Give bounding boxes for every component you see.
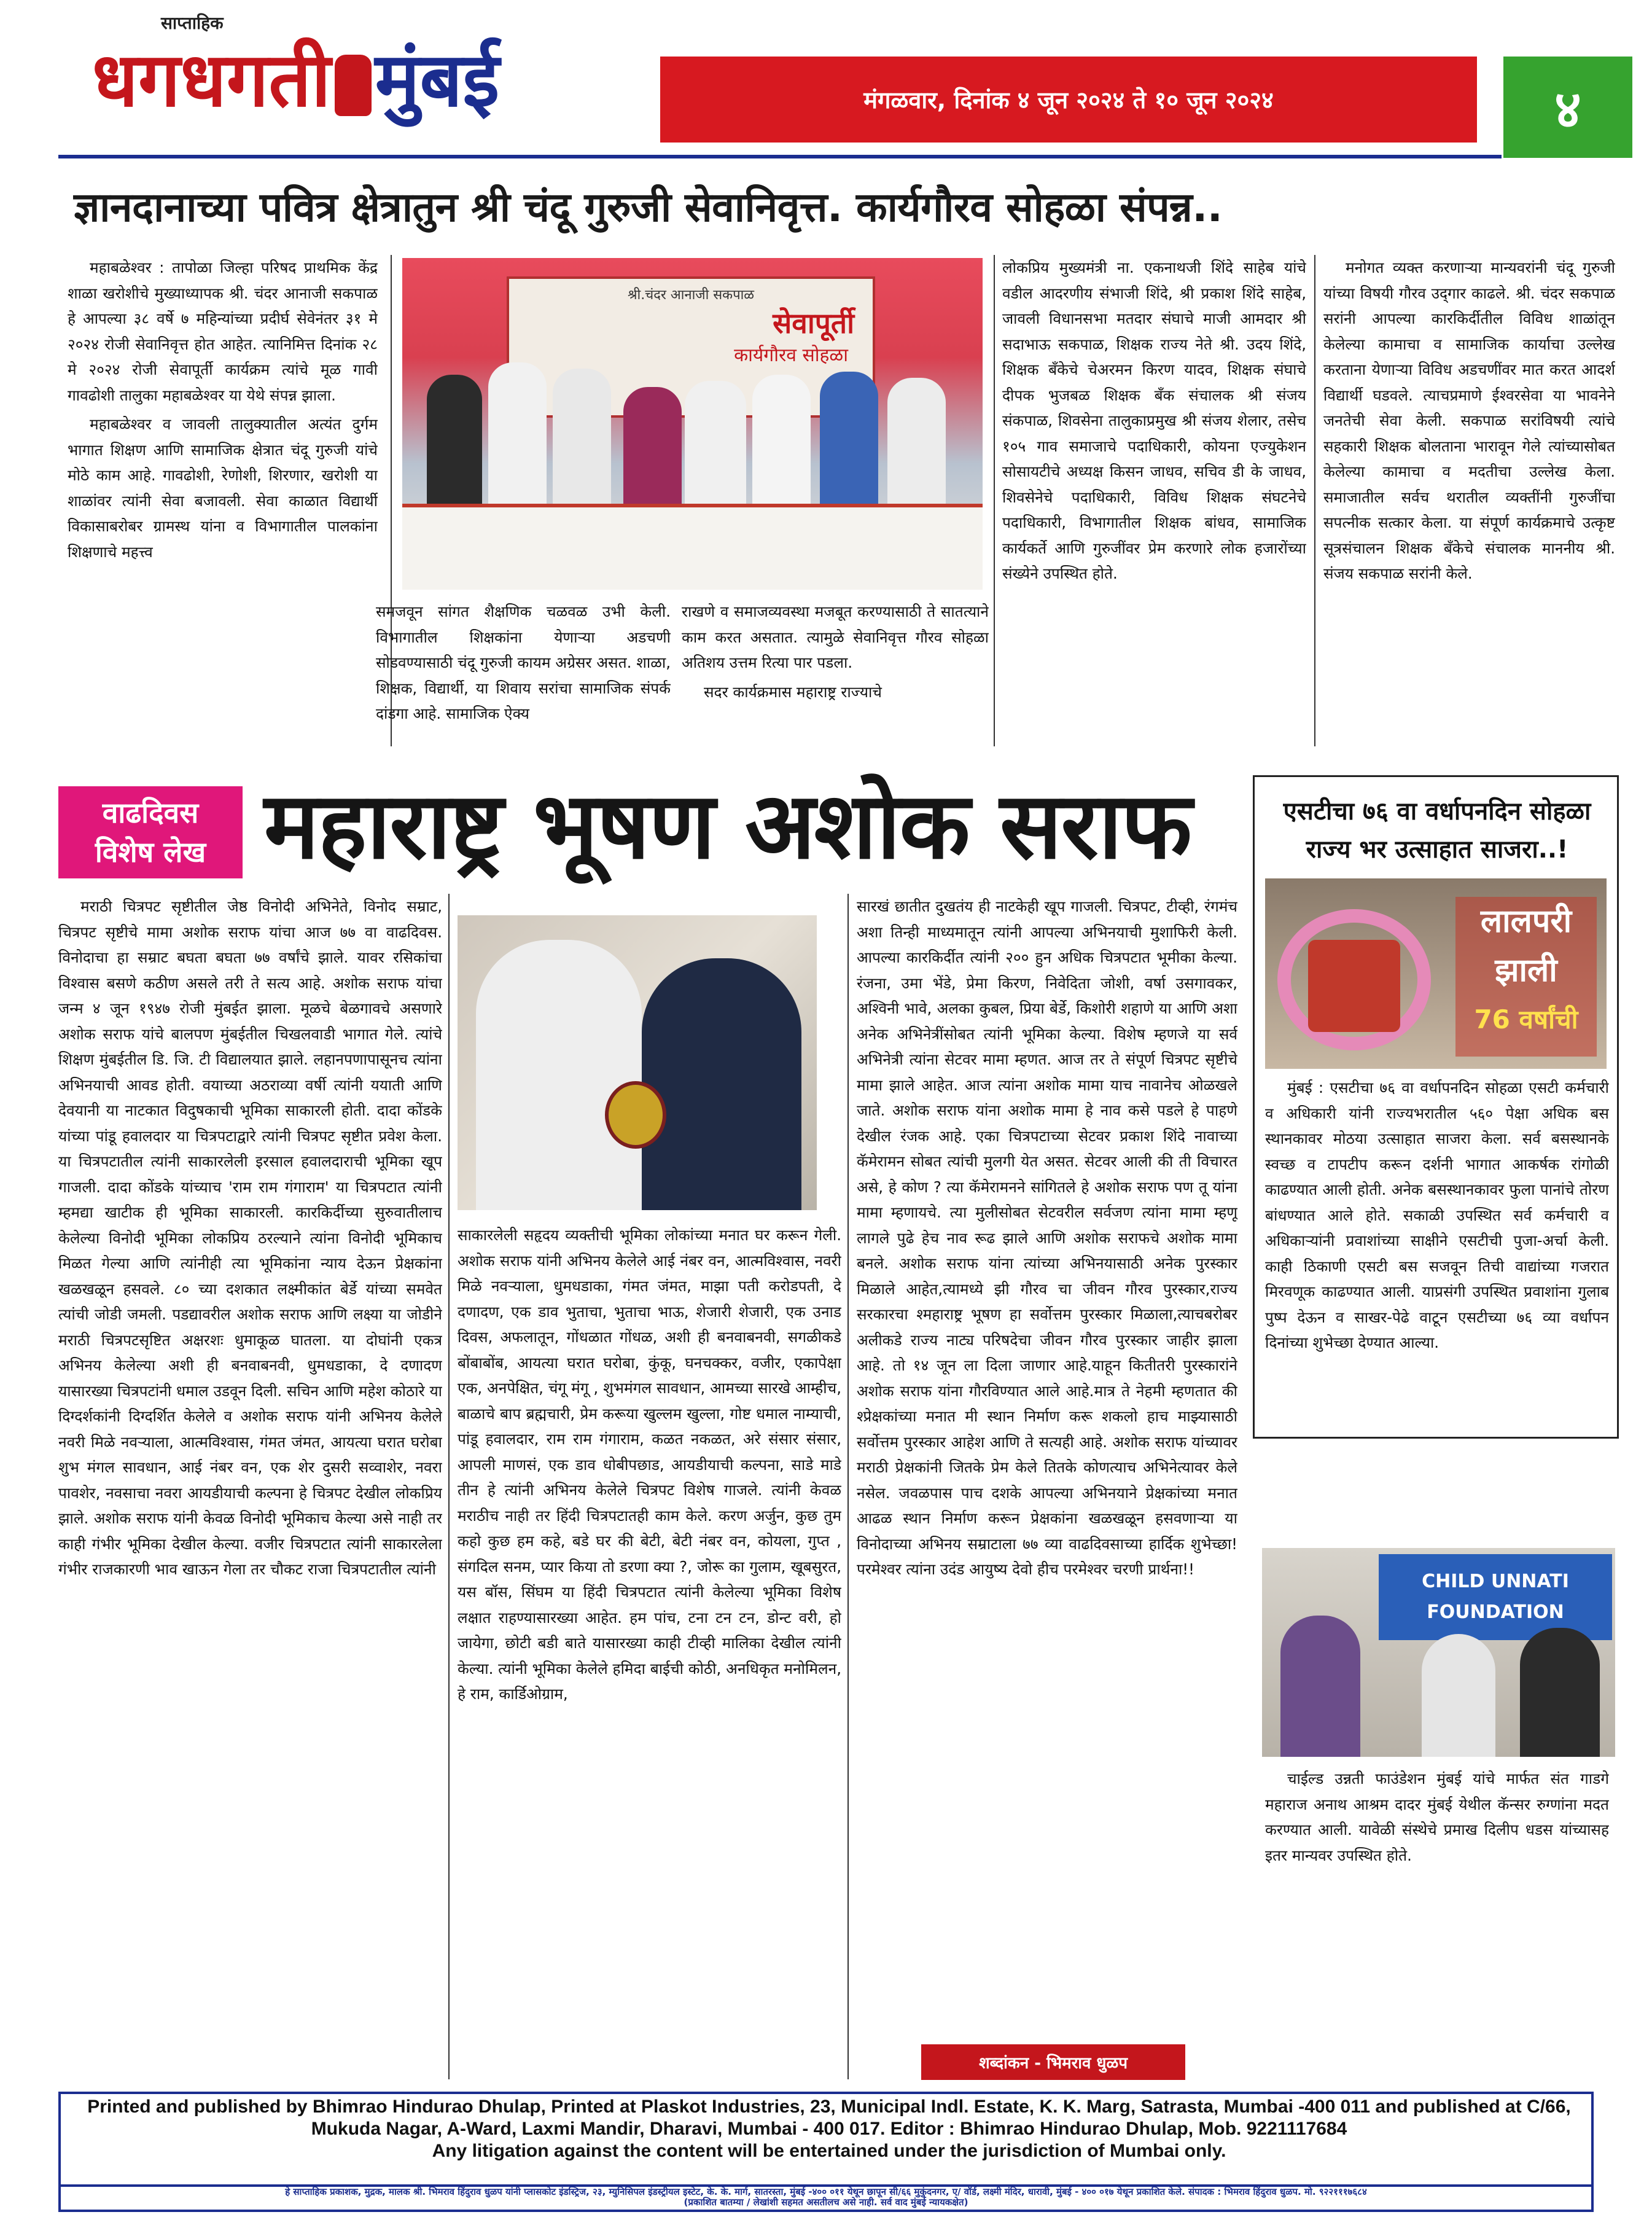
special-article-tag <box>58 786 243 878</box>
footer-imprint-english-line2: Any litigation against the content will be entertained under the jurisdiction of Mumbai only. <box>432 2141 1226 2161</box>
photo-person <box>887 378 946 516</box>
footer-imprint-english <box>74 2096 1584 2162</box>
article1-col3-para1: राखणे व समाजव्यवस्था मजबूत करण्यासाठी ते सातत्याने काम करत असतात. त्यामुळे सेवानिवृत्त गौरव सोहळा अतिशय उत्तम रित्या पार पडला. <box>682 603 989 671</box>
footer-imprint-english-line1: Printed and published by Bhimrao Hindurao Dhulap, Printed at Plaskot Industries, 23, Municipal Indl. Estate, K. K. Marg, Satrasta, Mumbai -400 011 and published at C/66, Mukuda Nagar, A-Ward, Laxmi Mandir, Dharavi, Mumbai - 400 017. Editor : Bhimrao Hindurao Dhulap, Mob. 9221117684 <box>87 2097 1571 2139</box>
article1-column-5 <box>1323 255 1615 749</box>
masthead-title-part-b: मुंबई <box>375 36 500 123</box>
masthead-weekly-label: साप्ताहिक <box>161 13 224 33</box>
photo-person <box>623 387 682 516</box>
article1-column-3 <box>682 599 989 749</box>
article2-headline: महाराष्ट्र भूषण अशोक सराफ <box>264 773 1191 880</box>
article1-col1-para1: महाबळेश्वर : तापोळा जिल्हा परिषद प्राथमिक केंद्र शाळा खरोशीचे मुख्याध्यापक श्री. चंदर आनाजी सकपाळ हे आपल्या ३८ वर्षे ७ महिन्यांच्या प्रदीर्घ सेवेनंतर ३१ मे २०२४ रोजी सेवानिवृत्त होत आहेत. त्यानिमित्त दिनांक २८ मे २०२४ रोजी सेवापूर्ती कार्यक्रम त्यांचे मूळ गावी गावढोशी तालुका महाबळेश्वर या येथे संपन्न झाला. <box>68 259 378 404</box>
column-divider <box>994 255 995 746</box>
footer-imprint-marathi-block <box>58 2187 1594 2219</box>
sidebar-foundation-caption <box>1265 1766 1609 1920</box>
article2-col1-para: मराठी चित्रपट सृष्टीतील जेष्ठ विनोदी अभिनेते, विनोद सम्राट, चित्रपट सृष्टीचे मामा अशोक सराफ यांचा आज ७७ वा वाढदिवस. विनोदाचा हा सम्राट बघता बघता ७७ वर्षांचे झाले. यावर रसिकांचा विश्वास बसणे कठीण असले तरी ते सत्य आहे. अशोक सराफ यांचा जन्म ४ जून १९४७ रोजी मुंबईत झाला. मूळचे बेळगावचे असणारे अशोक सराफ यांचे बालपण मुंबईतील चिखलवाडी भागात गेले. त्यांचे शिक्षण मुंबईतील डि. जि. टी विद्यालयात झाले. लहानपणापासूनच त्यांना अभिनयाची आवड होती. वयाच्या अठराव्या वर्षी त्यांनी ययाती आणि देवयानी या नाटकात विदुषकाची भूमिका साकारली होती. दादा कोंडके यांच्या पांडू हवालदार या चित्रपटाद्वारे त्यांनी चित्रपट सृष्टीत प्रवेश केला. या चित्रपटातील त्यांनी साकारलेली इरसाल हवालदाराची भूमिका खूप गाजली. दादा कोंडके यांच्याच 'राम राम गंगाराम' या चित्रपटात त्यांनी म्हमद्या खाटीक ही भूमिका साकारली. कारकिर्दीच्या सुरुवातीलाच केलेल्या विनोदी भूमिका लोकप्रिय ठरल्याने त्यांना विनोदी भूमिकाच मिळत गेल्या आणि त्यांनीही त्या भूमिकांना न्याय देऊन प्रेक्षकांना खळखळून हसवले. ८० च्या दशकात लक्ष्मीकांत बेर्डे यांच्या समवेत त्यांची जोडी जमली. पडद्यावरील अशोक सराफ आणि लक्ष्या या जोडीने मराठी चित्रपटसृष्टित अक्षरशः धुमाकूळ घातला. या दोघांनी एकत्र अभिनय केलेल्या अशी ही बनवाबनवी, धुमधडाका, दे दणादण यासारख्या चित्रपटांनी धमाल उडवून दिली. सचिन आणि महेश कोठारे या दिग्दर्शकांनी दिग्दर्शित केलेले व अशोक सराफ यांनी अभिनय केलेले नवरी मिळे नवऱ्याला, आत्मविश्वास, गंमत जंमत, आयत्या घरात घरोबा शुभ मंगल सावधान, आई नंबर वन, एक शेर दुसरी सव्वाशेर, नवरा पावशेर, नवसाचा नवरा आयडीयाची कल्पना हे चित्रपट देखील लोकप्रिय झाले. अशोक सराफ यांनी केवळ विनोदी भूमिकाच केल्या असे नाही तर काही गंभीर भूमिका देखील केल्या. वजीर चित्रपटात त्यांनी साकारलेला गंभीर राजकारणी भाव खाऊन गेला तर चौकट राजा चित्रपटातील त्यांनी <box>58 897 442 1578</box>
photo-people-group <box>427 362 955 516</box>
photo-caption-line1: लालपरी <box>1480 903 1572 940</box>
photo-caption-line3: 76 वर्षांची <box>1474 1004 1578 1034</box>
award-trophy-icon <box>605 1081 666 1149</box>
fist-logo-icon <box>335 55 372 116</box>
article1-col3-para2: सदर कार्यक्रमास महाराष्ट्र राज्याचे <box>704 682 882 701</box>
article2-photo <box>458 915 817 1210</box>
photo-person <box>488 362 547 516</box>
photo-person <box>1280 1616 1360 1757</box>
article1-col1-para2: महाबळेश्वर व जावली तालुक्यातील अत्यंत दुर्गम भागात शिक्षण आणि सामाजिक क्षेत्रात चंदू गुरुजी यांचे मोठे काम आहे. गावढोशी, रेणोशी, शिरणार, खरोशी या शाळांवर त्यांनी सेवा बजावली. सेवा काळात विद्यार्थी विकासाबरोबर ग्रामस्थ यांना व विभागातील पालकांना शिक्षणाचे महत्त्व <box>68 415 378 561</box>
photo-person <box>1422 1634 1495 1757</box>
column-divider <box>1314 255 1315 746</box>
photo-person <box>685 381 746 516</box>
article1-photo <box>402 258 983 590</box>
column-divider <box>847 894 849 2079</box>
page-number: ४ <box>1503 57 1632 158</box>
photo-caption-box <box>1455 897 1597 1057</box>
column-divider <box>448 894 450 2079</box>
sidebar-foundation-photo <box>1262 1548 1615 1757</box>
photo-table <box>402 504 983 590</box>
photo-person <box>820 372 878 516</box>
article1-headline: ज्ञानदानाच्या पवित्र क्षेत्रातुन श्री चंदू गुरुजी सेवानिवृत्त. कार्यगौरव सोहळा संपन्न.. <box>74 184 1223 231</box>
photo-banner-subtitle: कार्यगौरव सोहळा <box>734 345 848 366</box>
sidebar-st-para: मुंबई : एसटीचा ७६ वा वर्धापनदिन सोहळा एसटी कर्मचारी व अधिकारी यांनी राज्यभरातील ५६० पेक्षा अधिक बस स्थानकावर मोठया उत्साहात साजरा केला. सर्व बसस्थानके स्वच्छ व टापटीप करून दर्शनी भागात आकर्षक रांगोळी काढण्यात आली होती. अनेक बसस्थानकावर फुला पानांचे तोरण बांधण्यात आले होते. सकाळी उपस्थित सर्व कर्मचारी व अधिकाऱ्यांनी प्रवाशांच्या साक्षीने एसटीची पुजा-अर्चा केली. काही ठिकाणी एसटी बस सजवून तिची वाद्यांच्या गजरात मिरवणूक काढण्यात आली. याप्रसंगी उपस्थित प्रवाशांना गुलाब पुष्प देऊन व साखर-पेढे वाटून एसटीच्या ७६ व्या वर्धापन दिनांच्या शुभेच्छा देण्यात आल्या. <box>1265 1079 1609 1351</box>
article2-col3-para: सारखं छातीत दुखतंय ही नाटकेही खूप गाजली. चित्रपट, टीव्ही, रंगमंच अशा तिन्ही माध्यमातून त्यांनी आपल्या अभिनयाची मुशाफिरी केली. आपल्या कारकिर्दीत त्यांनी २०० हुन अधिक चित्रपटात भूमीका केल्या. रंजना, उमा भेंडे, प्रेमा किरण, निवेदिता जोशी, वर्षा उसगावकर, अश्विनी भावे, अलका कुबल, प्रिया बेर्डे, किशोरी शहाणे या आणि अशा अनेक अभिनेत्रींसोबत त्यांनी भूमिका केल्या. विशेष म्हणजे या सर्व अभिनेत्री त्यांना सेटवर मामा म्हणत. आज तर ते संपूर्ण चित्रपट सृष्टीचे मामा झाले आहेत. आज त्यांना अशोक मामा याच नावानेच ओळखले जाते. अशोक सराफ यांना अशोक मामा हे नाव कसे पडले हे पाहणे देखील रंजक आहे. एका चित्रपटाच्या सेटवर प्रकाश शिंदे नावाच्या कॅमेरामन सोबत त्यांची मुलगी येत असत. सेटवर आली की ती विचारत असे, हे कोण ? त्या कॅमेरामनने सांगितले हे अशोक सराफ पण तू यांना मामा म्हणायचे. त्या मुलीसोबत सेटवरील सर्वजण त्यांना मामा म्हणू लागले पुढे हेच नाव रूढ झाले आणि अशोक सराफचे अशोक मामा बनले. अशोक सराफ यांना त्यांच्या अभिनयासाठी अनेक पुरस्कार मिळाले आहेत,त्यामध्ये झी गौरव चा जीवन गौरव पुरस्कार,राज्य सरकारचा श्महाराष्ट्र भूषण हा सर्वोत्तम पुरस्कार मिळाला,त्याचबरोबर अलीकडे राज्य नाट्य परिषदेचा जीवन गौरव पुरस्कार जाहीर झाला आहे. तो १४ जून ला दिला जाणार आहे.याहून कितीतरी पुरस्कारांने अशोक सराफ यांना गौरविण्यात आले आहे.मात्र ते नेहमी म्हणतात की श्प्रेक्षकांच्या मनात मी स्थान निर्माण करू शकलो हाच माझ्यासाठी सर्वोत्तम पुरस्कार आहेश आणि ते सत्यही आहे. अशोक सराफ यांच्यावर मराठी प्रेक्षकांनी जितके प्रेम केले तितके कोणत्याच अभिनेत्यावर केले नसेल. जवळपास पाच दशके आपल्या अभिनयाने प्रेक्षकांच्या मनात आढळ स्थान निर्माण करून प्रेक्षकांना खळखळून हसवणाऱ्या या विनोदाच्या अभिनय सम्राटाला ७७ व्या वाढदिवसाच्या हार्दिक शुभेच्छा! परमेश्वर त्यांना उदंड आयुष्य देवो हीच परमेश्वर चरणी प्रार्थना!! <box>857 897 1237 1578</box>
sidebar-st-body <box>1265 1075 1609 1434</box>
photo-person-right <box>642 958 801 1210</box>
foundation-banner-text: CHILD UNNATI FOUNDATION <box>1422 1571 1569 1623</box>
photo-person-left <box>476 940 642 1210</box>
article1-col2-para: समजवून सांगत शैक्षणिक चळवळ उभी केली. विभागातील शिक्षकांना येणाऱ्या अडचणी सोडवण्यासाठी चंदू गुरुजी कायम अग्रेसर असत. शाळा, शिक्षक, विद्यार्थी, या शिवाय सरांचा सामाजिक संपर्क दांडगा आहे. सामाजिक ऐक्य <box>376 603 671 722</box>
sidebar-st-title: एसटीचा ७६ वा वर्धापनदिन सोहळा राज्य भर उत्साहात साजरा..! <box>1283 797 1591 864</box>
photo-person <box>553 369 611 516</box>
article2-column-3 <box>857 894 1237 2036</box>
masthead-divider <box>58 155 1502 158</box>
article1-col5-para: मनोगत व्यक्त करणाऱ्या मान्यवरांनी चंदू गुरुजी यांच्या विषयी गौरव उद्‌गार काढले. श्री. चंदर सकपाळ सरांनी आपल्या कारकिर्दीतील विविध शाळांतून केलेल्या कामाचा व सामाजिक कार्याचा उल्लेख करताना येणाऱ्या विविध अडचणींवर मात करत आदर्श विद्यार्थी घडवले. त्याचप्रमाणे ईश्वरसेवा या भावनेने जनतेची सेवा केली. सकपाळ सरांविषयी त्यांचे सहकारी शिक्षक बोलताना भारावून गेले त्यांच्यासोबत केलेल्या कामाचा व मदतीचा उल्लेख केला. समाजातील सर्वच थरातील व्यक्तींनी गुरुजींचा सपत्नीक सत्कार केला. या संपूर्ण कार्यक्रमाचे उत्कृष्ट सूत्रसंचालन शिक्षक बँकेचे संचालक माननीय श्री. संजय सकपाळ सरांनी केले. <box>1323 259 1615 582</box>
article2-column-1 <box>58 894 442 2082</box>
article2-byline: शब्दांकन - भिमराव धुळप <box>921 2044 1185 2080</box>
masthead-title-part-a: धगधगती <box>92 36 331 123</box>
article1-column-4 <box>1002 255 1306 749</box>
photo-person <box>427 375 482 516</box>
photo-banner-title: सेवापूर्ती <box>773 307 854 340</box>
foundation-banner <box>1379 1554 1612 1640</box>
issue-date-bar: मंगळवार, दिनांक ४ जून २०२४ ते १० जून २०२४ <box>660 57 1477 143</box>
sidebar-st-photo <box>1265 878 1607 1069</box>
article1-column-1 <box>68 255 378 749</box>
bus-icon <box>1308 940 1400 1032</box>
photo-person <box>1520 1628 1600 1757</box>
article2-col2-para: साकारलेली सहृदय व्यक्तीची भूमिका लोकांच्या मनात घर करून गेली. अशोक सराफ यांनी अभिनय केलेले आई नंबर वन, आत्मविश्वास, नवरी मिळे नवऱ्याला, धुमधडाका, गंमत जंमत, माझा पती करोडपती, दे दणादण, एक डाव भुताचा, भुताचा भाऊ, शेजारी शेजारी, एक उनाड दिवस, अफलातून, गोंधळात गोंधळ, अशी ही बनवाबनवी, सगळीकडे बोंबाबोंब, आयत्या घरात घरोबा, कुंकू, घनचक्कर, वजीर, एकापेक्षा एक, अनपेक्षित, चंगू मंगू , शुभमंगल सावधान, आमच्या सारखे आम्हीच, बाळाचे बाप ब्रह्मचारी, प्रेम करूया खुल्लम खुल्ला, गोष्ट धमाल नाम्याची, पांडू हवालदार, राम राम गंगाराम, कळत नकळत, अरे संसार संसार, आपली माणसं, एक डाव धोबीपछाड, आयडीयाची कल्पना, साडे माडे तीन हे त्यांनी अभिनय केलेले चित्रपट विशेष गाजले. त्यांनी केवळ मराठीच नाही तर हिंदी चित्रपटातही काम केले. करण अर्जुन, कुछ तुम कहो कुछ हम कहे, बडे घर की बेटी, बेटी नंबर वन, कोयला, गुप्त , संगदिल सनम, प्यार किया तो डरणा क्या ?, जोरू का गुलाम, खूबसुरत, यस बॉस, सिंघम या हिंदी चित्रपटात त्यांनी केलेल्या भूमिका विशेष लक्षात राहण्यासारख्या आहेत. हम पांच, टना टन टन, डोन्ट वरी, हो जायेगा, छोटी बडी बाते यासारख्या काही टीव्ही मालिका देखील त्यांनी केल्या. त्यांनी भूमिका केलेले हमिदा बाईची कोठी, अनधिकृत मनोमिलन, हे राम, कार्डिओग्राम, <box>458 1226 841 1703</box>
photo-banner-text: श्री.चंदर आनाजी सकपाळ <box>627 287 754 303</box>
masthead-title <box>92 37 499 123</box>
sidebar-foundation-para: चाईल्ड उन्नती फाउंडेशन मुंबई यांचे मार्फत संत गाडगे महाराज अनाथ आश्रम दादर मुंबई येथील कॅन्सर रुग्णांना मदत करण्यात आली. यावेळी संस्थेचे प्रमाख दिलीप धडस यांच्यासह इतर मान्यवर उपस्थित होते. <box>1265 1770 1609 1864</box>
article1-col4-para: लोकप्रिय मुख्यमंत्री ना. एकनाथजी शिंदे साहेब यांचे वडील आदरणीय संभाजी शिंदे, श्री प्रकाश शिंदे साहेब, जावली विधानसभा मतदार संघाचे माजी आमदार श्री सदाभाऊ सकपाळ, शिक्षक राज्य नेते श्री. उदय शिंदे, शिक्षक बँकेचे चेअरमन किरण यादव, शिक्षक संघाचे दीपक भुजबळ शिक्षक बँक संचालक श्री संजय संकपाळ, शिवसेना तालुकाप्रमुख श्री संजय शेलार, तसेच १०५ गाव समाजाचे पदाधिकारी, कोयना एज्युकेशन सोसायटीचे अध्यक्ष किसन जाधव, सचिव डी के जाधव, शिवसेनेचे पदाधिकारी, विविध शिक्षक संघटनेचे पदाधिकारी, विभागातील शिक्षक बांधव, सामाजिक कार्यकर्ते आणि गुरुजींवर प्रेम करणारे लोक हजारोंच्या संख्येने उपस्थित होते. <box>1002 259 1306 582</box>
footer-imprint-marathi-line1: हे साप्ताहिक प्रकाशक, मुद्रक, मालक श्री. भिमराव हिंदुराव धुळप यांनी प्लासकोट इंडस्ट्रिज, २३, म्युनिसिपल इंडस्ट्रीयल इस्टेट, के. के. मार्ग, सातरस्ता, मुंबई -४०० ०११ येथून छापून सी/६६ मुकुंदनगर, ए/ वॉर्ड, लक्ष्मी मंदिर, धारावी, मुंबई - ४०० ०१७ येथून प्रकाशित केले. संपादक : भिमराव हिंदुराव धुळप. मो. ९२२१११७६८४ <box>285 2187 1367 2197</box>
article2-column-2 <box>458 1222 841 2082</box>
photo-caption-line2: झाली <box>1495 952 1557 989</box>
tag-line-2: विशेष लेख <box>95 835 206 869</box>
footer-imprint-marathi-line2: (प्रकाशित बातम्या / लेखांशी सहमत असतीलच असे नाही. सर्व वाद मुंबई न्यायकक्षेत) <box>684 2197 968 2208</box>
article1-column-2 <box>376 599 671 749</box>
tag-line-1: वाढदिवस <box>102 796 199 829</box>
photo-person <box>752 375 811 516</box>
